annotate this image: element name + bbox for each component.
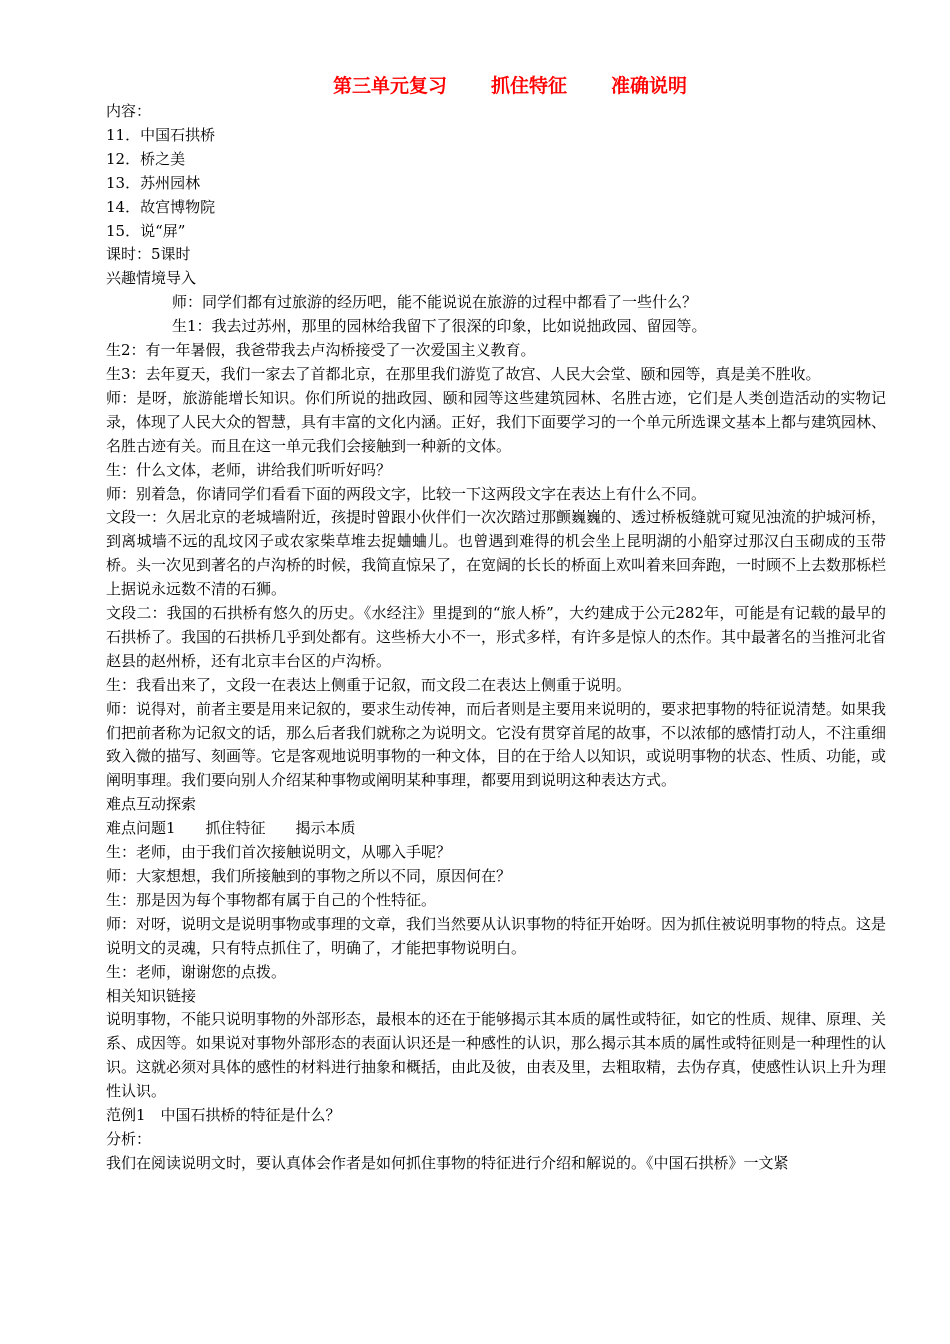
paragraph: 生3：去年夏天，我们一家去了首都北京，在那里我们游览了故宫、人民大会堂、颐和园等，真是美不胜收。 bbox=[106, 364, 821, 383]
paragraph: 师：大家想想，我们所接触到的事物之所以不同，原因何在？ bbox=[106, 867, 512, 885]
title-part-1: 第三单元复习 bbox=[332, 75, 447, 97]
paragraph: 师：是呀，旅游能增长知识。你们所说的拙政园、颐和园等这些建筑园林、名胜古迹，它们是人类创造活动的实物记录，体现了人民大众的智慧，具有丰富的文化内涵。正好，我们下面要学习的一个单元所选课文基本上都与建筑园林、名胜古迹有关。而且在这一单元我们会接触到一种新的文体。 bbox=[106, 388, 887, 455]
document-page bbox=[106, 72, 886, 1176]
paragraph: 15．说“屏” bbox=[106, 221, 186, 240]
paragraph: 难点互动探索 bbox=[106, 795, 197, 814]
paragraph: 生2：有一年暑假，我爸带我去卢沟桥接受了一次爱国主义教育。 bbox=[106, 341, 536, 360]
body-text bbox=[106, 100, 886, 1176]
paragraph: 范例1 中国石拱桥的特征是什么？ bbox=[106, 1106, 341, 1125]
paragraph: 师：对呀，说明文是说明事物或事理的文章，我们当然要从认识事物的特征开始呀。因为抓住被说明事物的特点。这是说明文的灵魂，只有特点抓住了，明确了，才能把事物说明白。 bbox=[106, 914, 887, 957]
paragraph: 生：那是因为每个事物都有属于自己的个性特征。 bbox=[106, 890, 437, 909]
page-title bbox=[106, 72, 886, 100]
paragraph: 兴趣情境导入 bbox=[106, 269, 197, 288]
paragraph: 师：说得对，前者主要是用来记叙的，要求生动传神，而后者则是主要用来说明的，要求把事物的特征说清楚。如果我们把前者称为记叙文的话，那么后者我们就称之为说明文。它没有贯穿首尾的故事，不以浓郁的感情打动人，不注重细致入微的描写、刻画等。它是客观地说明事物的一种文体，目的在于给人以知识，或说明事物的状态、性质、功能，或阐明事理。我们要向别人介绍某种事物或阐明某种事理，都要用到说明这种表达方式。 bbox=[106, 699, 887, 790]
paragraph: 生：老师，谢谢您的点拨。 bbox=[106, 962, 287, 981]
title-part-3: 准确说明 bbox=[611, 75, 688, 97]
paragraph: 文段二：我国的石拱桥有悠久的历史。《水经注》里提到的“旅人桥”，大约建成于公元282年，可能是有记载的最早的石拱桥了。我国的石拱桥几乎到处都有。这些桥大小不一，形式多样，有许多是惊人的杰作。其中最著名的当推河北省赵县的赵州桥，还有北京丰台区的卢沟桥。 bbox=[106, 604, 887, 670]
paragraph: 生：我看出来了，文段一在表达上侧重于记叙，而文段二在表达上侧重于说明。 bbox=[106, 675, 632, 694]
paragraph: 说明事物，不能只说明事物的外部形态，最根本的还在于能够揭示其本质的属性或特征，如它的性质、规律、原理、关系、成因等。如果说对事物外部形态的表面认识还是一种感性的认识，那么揭示其本质的属性或特征则是一种理性的认识。这就必须对具体的感性的材料进行抽象和概括，由此及彼，由表及里，去粗取精，去伪存真，使感性认识上升为理性认识。 bbox=[106, 1010, 887, 1101]
paragraph: 13．苏州园林 bbox=[106, 173, 201, 192]
paragraph: 生：什么文体，老师，讲给我们听听好吗？ bbox=[106, 460, 392, 479]
paragraph: 相关知识链接 bbox=[106, 986, 197, 1005]
paragraph: 课时：5课时 bbox=[106, 245, 191, 264]
paragraph: 难点问题1 抓住特征 揭示本质 bbox=[106, 819, 356, 838]
paragraph: 生1：我去过苏州，那里的园林给我留下了很深的印象，比如说拙政园、留园等。 bbox=[172, 317, 707, 336]
paragraph: 师：同学们都有过旅游的经历吧，能不能说说在旅游的过程中都看了一些什么？ bbox=[172, 293, 698, 312]
paragraph: 11．中国石拱桥 bbox=[106, 125, 216, 144]
paragraph: 分析： bbox=[106, 1129, 152, 1148]
paragraph: 12．桥之美 bbox=[106, 149, 186, 168]
paragraph: 我们在阅读说明文时，要认真体会作者是如何抓住事物的特征进行介绍和解说的。《中国石拱桥》一文紧 bbox=[106, 1153, 789, 1172]
title-part-2: 抓住特征 bbox=[490, 75, 567, 97]
paragraph: 14．故宫博物院 bbox=[106, 197, 216, 216]
paragraph: 内容： bbox=[106, 102, 152, 120]
paragraph: 文段一：久居北京的老城墙附近，孩提时曾跟小伙伴们一次次踏过那颤巍巍的、透过桥板缝就可窥见浊流的护城河桥，到离城墙不远的乱坟冈子或农家柴草堆去捉蛐蛐儿。也曾遇到难得的机会坐上昆明湖的小船穿过那汉白玉砌成的玉带桥。头一次见到著名的卢沟桥的时候，我简直惊呆了，在宽阔的长长的桥面上欢叫着来回奔跑，一时顾不上去数那栎栏上据说永远数不清的石狮。 bbox=[106, 508, 887, 599]
paragraph: 师：别着急，你请同学们看看下面的两段文字，比较一下这两段文字在表达上有什么不同。 bbox=[106, 484, 707, 503]
paragraph: 生：老师，由于我们首次接触说明文，从哪入手呢？ bbox=[106, 843, 452, 862]
